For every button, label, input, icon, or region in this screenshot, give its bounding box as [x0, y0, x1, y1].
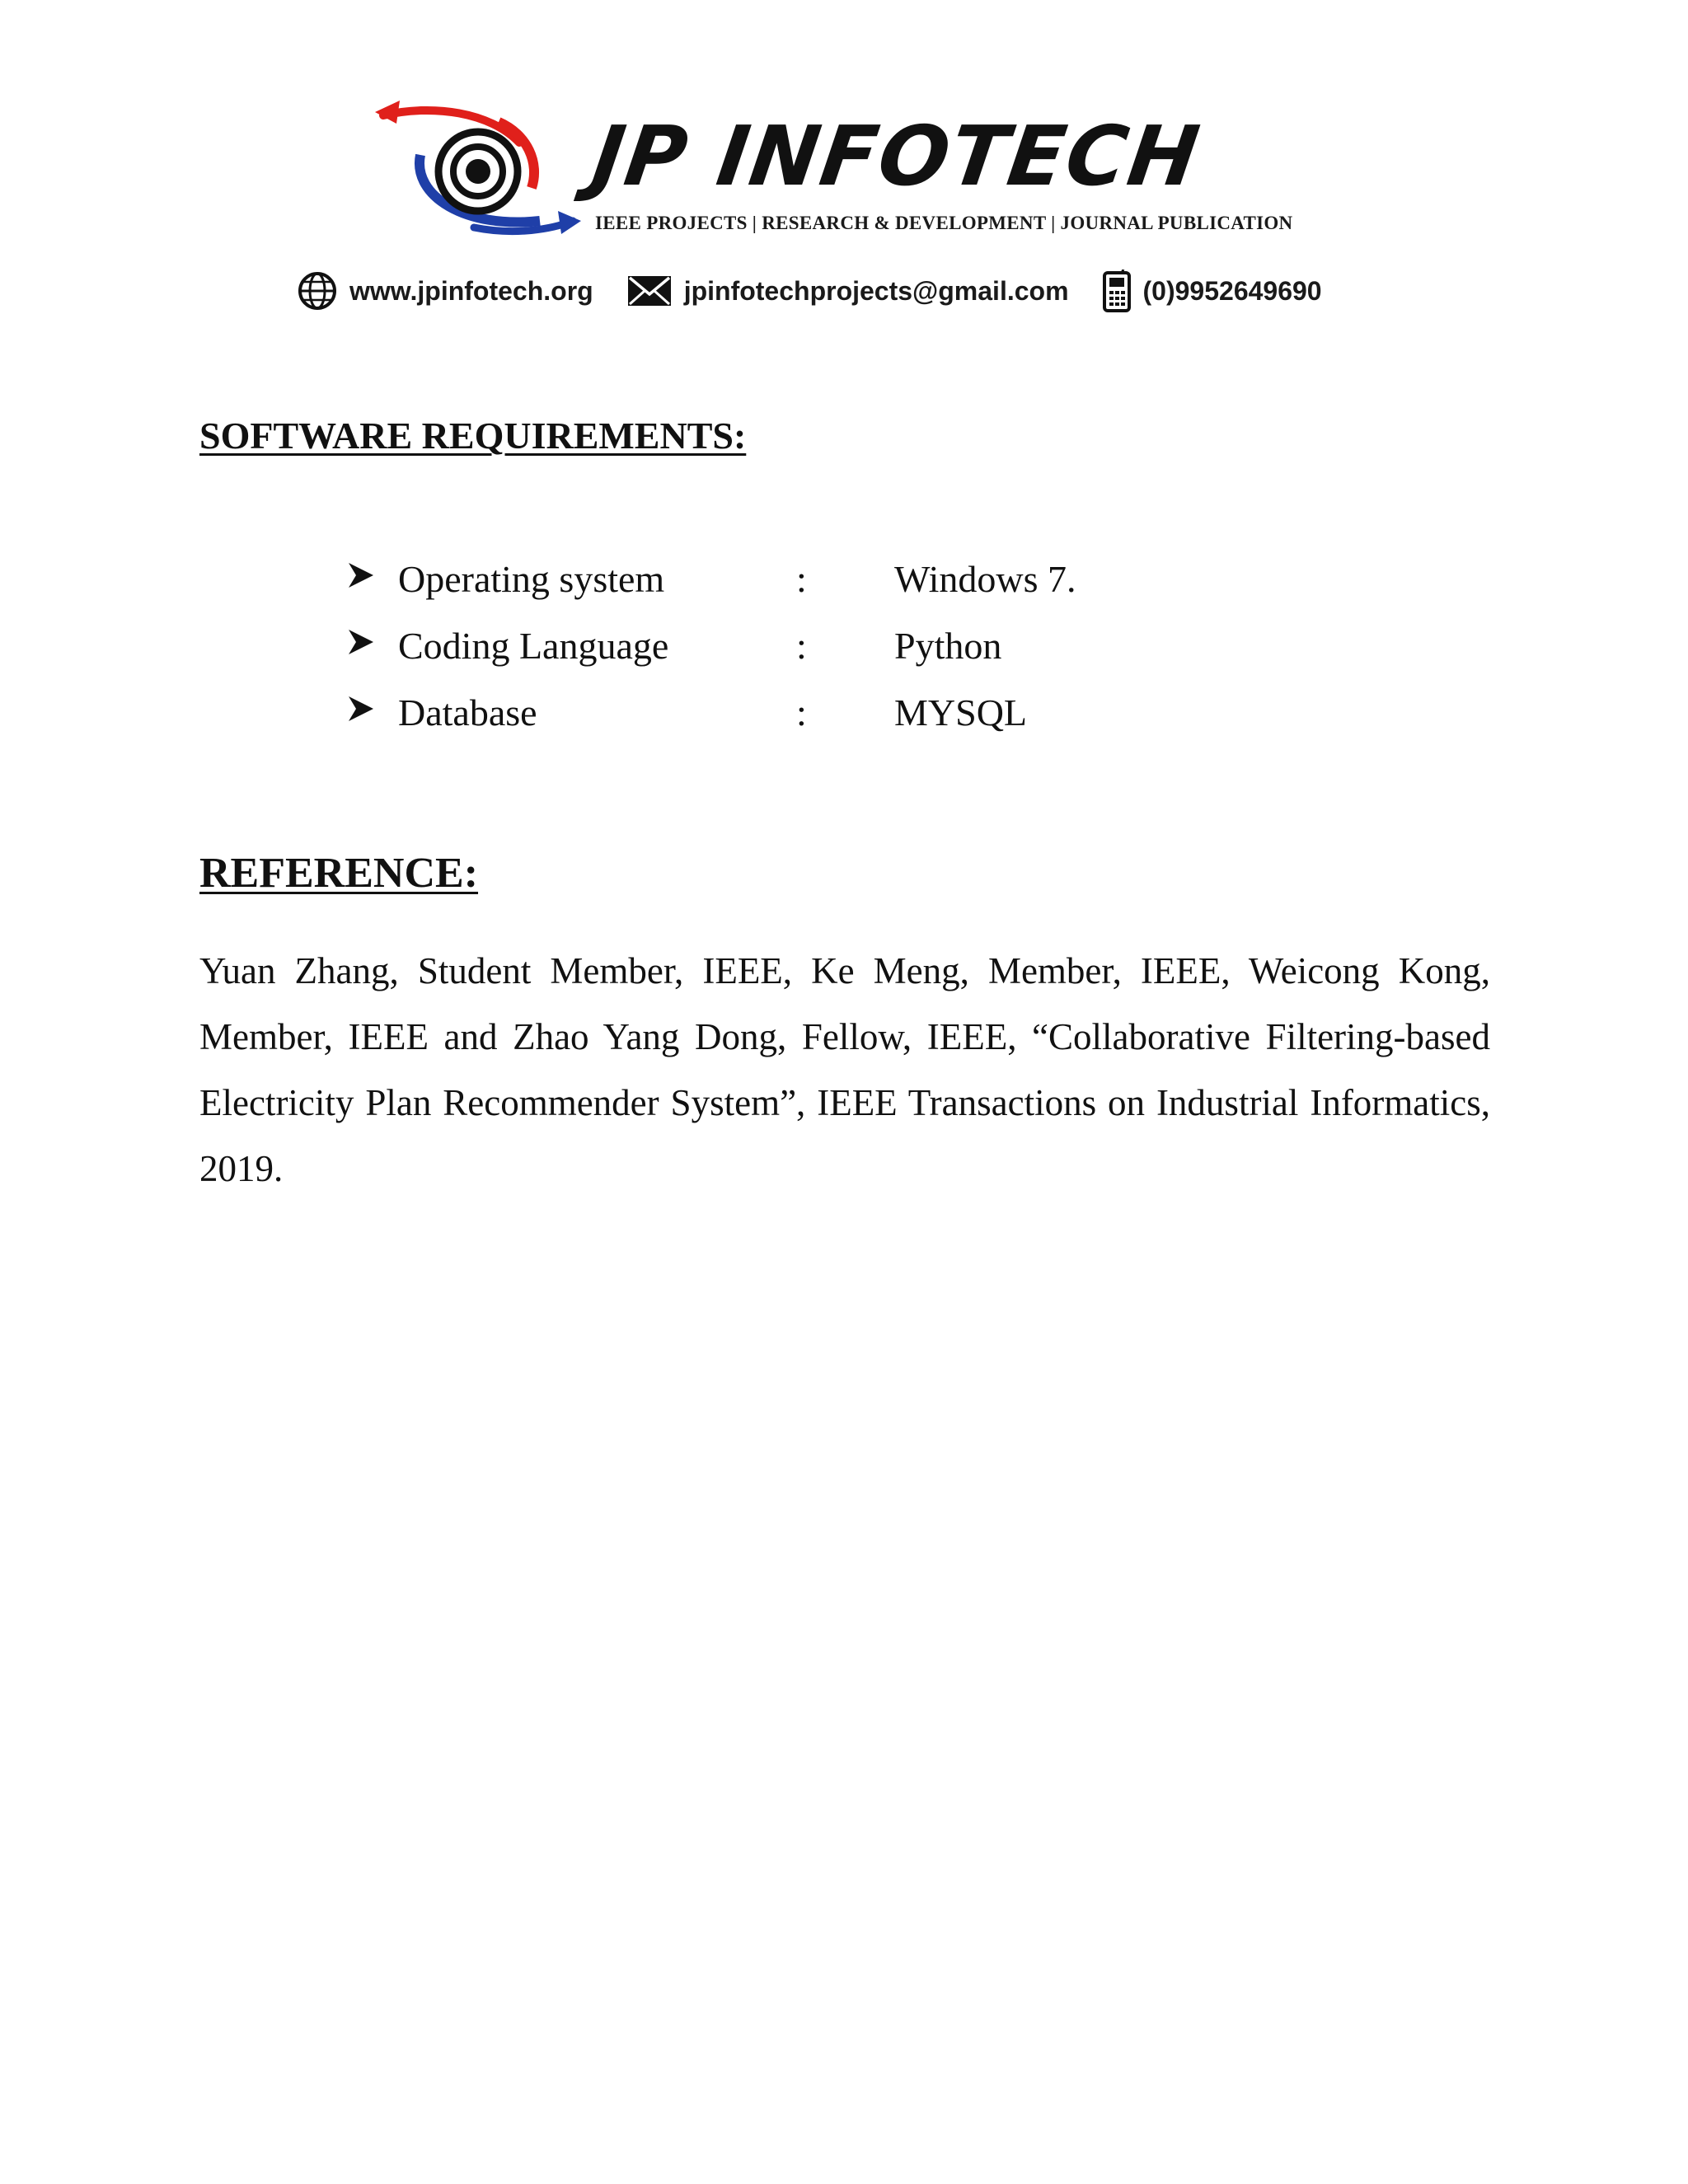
jp-infotech-logo: [375, 97, 581, 241]
contact-phone[interactable]: [1102, 269, 1322, 312]
requirements-list: [346, 546, 1418, 746]
requirement-value: Python: [894, 625, 1002, 667]
requirement-separator: :: [796, 691, 807, 733]
list-item: [346, 679, 1418, 746]
mobile-phone-icon: [1102, 269, 1132, 312]
phone-text: (0)9952649690: [1142, 275, 1322, 306]
list-item: [346, 546, 1418, 612]
arrow-bullet-icon: [346, 627, 376, 657]
requirement-separator: :: [796, 625, 807, 667]
envelope-icon: [626, 274, 673, 307]
brand-name: JP INFOTECH: [586, 108, 1207, 204]
website-text: www.jpinfotech.org: [349, 275, 593, 306]
letterhead: [0, 0, 1688, 346]
globe-icon: [297, 270, 338, 312]
requirement-label: Operating system: [398, 558, 665, 600]
contact-website[interactable]: [297, 270, 593, 312]
requirement-value: MYSQL: [894, 691, 1028, 733]
reference-citation: Yuan Zhang, Student Member, IEEE, Ke Meng, Member, IEEE, Weicong Kong, Member, IEEE and Zhao Yang Dong, Fellow, IEEE, “Collaborative Filtering-based Electricity Plan Recommender System”, IEEE Transactions on Industrial Informatics, 2019.: [199, 950, 1490, 1189]
requirement-label: Database: [398, 691, 537, 733]
contact-row: [297, 270, 1401, 312]
requirement-separator: :: [796, 558, 807, 600]
software-requirements-heading: SOFTWARE REQUIREMENTS:: [199, 415, 747, 457]
requirement-value: Windows 7.: [894, 558, 1076, 600]
contact-email[interactable]: [626, 274, 1069, 307]
brand-tagline: IEEE PROJECTS | RESEARCH & DEVELOPMENT | JOURNAL PUBLICATION: [595, 213, 1293, 233]
arrow-bullet-icon: [346, 694, 376, 724]
email-text: jpinfotechprojects@gmail.com: [683, 275, 1069, 306]
arrow-bullet-icon: [346, 560, 376, 590]
requirement-label: Coding Language: [398, 625, 669, 667]
list-item: [346, 612, 1418, 679]
reference-heading: REFERENCE:: [199, 850, 479, 897]
